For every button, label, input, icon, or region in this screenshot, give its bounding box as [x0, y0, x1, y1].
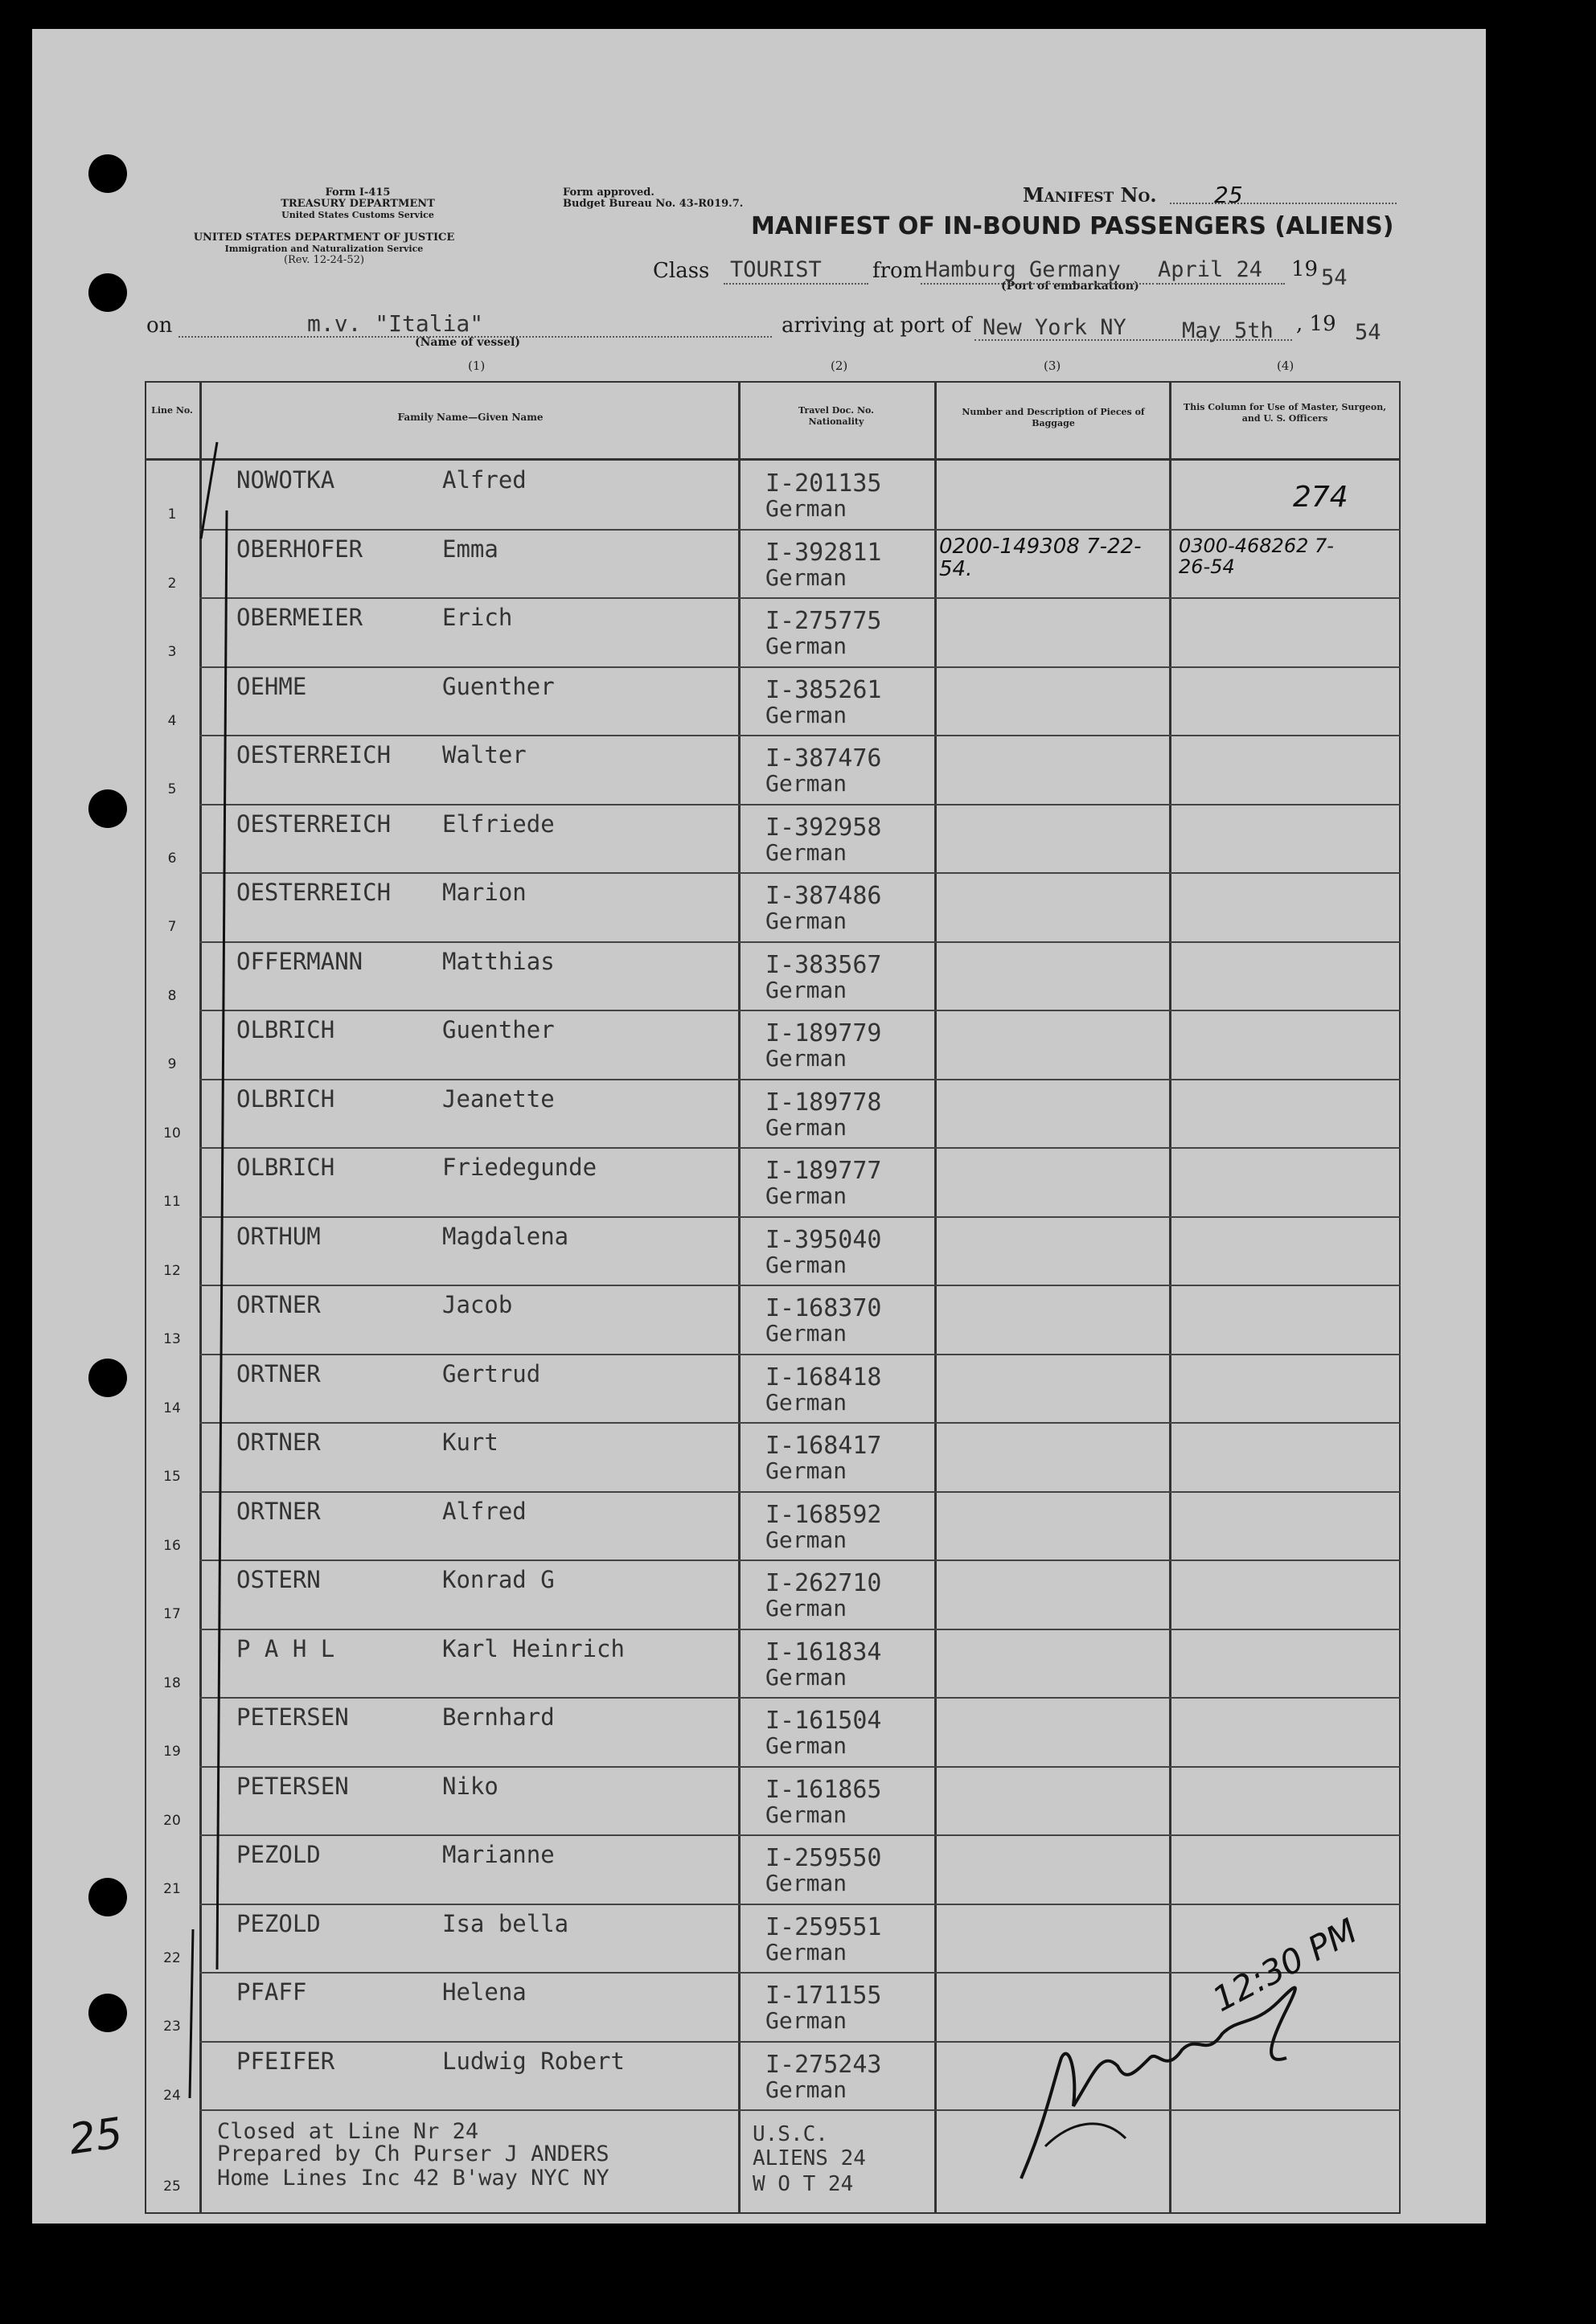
- binder-hole: [88, 789, 127, 828]
- travel-doc-no: I-259550: [765, 1844, 882, 1872]
- travel-doc-no: I-259551: [765, 1912, 882, 1941]
- row-divider: [199, 1834, 1401, 1836]
- family-name: OESTERREICH: [236, 810, 392, 838]
- line-number: 11: [163, 1194, 181, 1210]
- given-name: Erich: [442, 604, 513, 631]
- binder-hole: [88, 1994, 127, 2032]
- line-number: 5: [167, 781, 177, 797]
- ins-label: Immigration and Naturalization Service: [224, 244, 424, 254]
- manifest-no: 25: [1214, 182, 1243, 208]
- travel-doc-no: I-168592: [765, 1500, 882, 1529]
- row-divider: [199, 666, 1401, 668]
- nationality: German: [765, 633, 847, 659]
- travel-doc-no: I-171155: [765, 1982, 882, 2010]
- line-number: 18: [163, 1674, 181, 1691]
- nationality: German: [765, 1457, 847, 1484]
- nationality: German: [765, 1870, 847, 1896]
- given-name: Guenther: [442, 672, 555, 700]
- row-divider: [199, 1285, 1401, 1286]
- line-number: 1: [167, 506, 177, 523]
- given-name: Friedegunde: [442, 1154, 597, 1181]
- family-name: PFAFF: [236, 1978, 307, 2006]
- row-divider: [199, 941, 1401, 943]
- port-embarkation-label: (Port of embarkation): [1001, 280, 1139, 293]
- col-header-name: Family Name—Given Name: [397, 412, 544, 423]
- travel-doc-no: I-189778: [765, 1088, 882, 1117]
- family-name: OLBRICH: [236, 1154, 335, 1181]
- line-number: 20: [163, 1812, 181, 1829]
- nationality: German: [765, 976, 847, 1003]
- family-name: OBERHOFER: [236, 535, 363, 563]
- line-number: 14: [163, 1400, 181, 1416]
- wotr-code: W O T 24: [753, 2172, 854, 2196]
- binder-hole: [88, 1359, 127, 1397]
- nationality: German: [765, 701, 847, 728]
- depart-year: 54: [1321, 265, 1348, 290]
- family-name: OFFERMANN: [236, 947, 363, 975]
- family-name: OSTERN: [236, 1566, 321, 1593]
- nationality: German: [765, 1663, 847, 1691]
- travel-doc-no: I-168417: [765, 1432, 882, 1460]
- nationality: German: [765, 908, 847, 934]
- binder-hole: [88, 273, 127, 312]
- rev-label: (Rev. 12-24-52): [283, 254, 365, 266]
- nationality: German: [765, 1182, 847, 1209]
- line-number: 17: [163, 1606, 181, 1622]
- officer-entry: 274: [1293, 481, 1348, 514]
- given-name: Matthias: [442, 947, 555, 975]
- row-divider: [199, 597, 1401, 599]
- given-name: Helena: [442, 1978, 527, 2006]
- row-divider: [199, 1010, 1401, 1011]
- family-name: PFEIFER: [236, 2047, 335, 2075]
- row-divider: [199, 1629, 1401, 1630]
- row-divider: [199, 1216, 1401, 1218]
- given-name: Bernhard: [442, 1703, 555, 1731]
- family-name: PETERSEN: [236, 1772, 349, 1800]
- row-divider: [199, 735, 1401, 736]
- travel-doc-no: I-201135: [765, 469, 882, 498]
- given-name: Jacob: [442, 1291, 513, 1318]
- nationality: German: [765, 1320, 847, 1346]
- class-value: TOURIST: [730, 257, 822, 282]
- travel-doc-no: I-161834: [765, 1637, 882, 1666]
- line-number: 13: [163, 1331, 181, 1347]
- arrival-port: New York NY: [983, 315, 1126, 340]
- family-name: OEHME: [236, 672, 307, 700]
- row-divider: [199, 1147, 1401, 1149]
- given-name: Guenther: [442, 1016, 555, 1043]
- manifest-title: MANIFEST OF IN-BOUND PASSENGERS (ALIENS): [751, 212, 1394, 240]
- line-number: 9: [167, 1056, 177, 1072]
- line-number: 16: [163, 1537, 181, 1554]
- from-value: Hamburg Germany: [925, 257, 1121, 282]
- nationality: German: [765, 1388, 847, 1416]
- travel-doc-no: I-161865: [765, 1775, 882, 1804]
- travel-doc-no: I-168418: [765, 1363, 882, 1392]
- vessel-name-label: (Name of vessel): [415, 336, 520, 349]
- travel-doc-no: I-168370: [765, 1294, 882, 1322]
- line-number: 24: [163, 2087, 181, 2104]
- justice-label: UNITED STATES DEPARTMENT OF JUSTICE: [193, 232, 455, 244]
- travel-doc-no: I-161504: [765, 1707, 882, 1735]
- arrival-date: May 5th: [1182, 318, 1274, 343]
- col-header-line-no: Line No.: [151, 405, 193, 416]
- given-name: Alfred: [442, 466, 527, 494]
- arrival-year: 54: [1355, 320, 1381, 345]
- line-number: 22: [163, 1949, 181, 1966]
- family-name: ORTNER: [236, 1428, 321, 1456]
- line-number: 10: [163, 1125, 181, 1142]
- nationality: German: [765, 770, 847, 797]
- given-name: Emma: [442, 535, 498, 563]
- prepared-by: Prepared by Ch Purser J ANDERS: [217, 2142, 609, 2166]
- officer-entry: 0300-468262 7-26-54: [1179, 534, 1334, 578]
- line-number-25: 25: [163, 2178, 181, 2195]
- usc-code: U.S.C.: [753, 2122, 828, 2146]
- line-number: 15: [163, 1469, 181, 1485]
- nationality: German: [765, 1526, 847, 1553]
- from-label: from: [872, 259, 923, 283]
- travel-doc-no: I-387476: [765, 744, 882, 773]
- nationality: German: [765, 1595, 847, 1621]
- line-number: 12: [163, 1262, 181, 1279]
- family-name: OBERMEIER: [236, 604, 363, 631]
- travel-doc-no: I-387486: [765, 882, 882, 910]
- col-header-officers: This Column for Use of Master, Surgeon, and U. S. Officers: [1183, 402, 1387, 424]
- baggage-entry: 0200-149308 7-22-54.: [939, 534, 1142, 581]
- nationality: German: [765, 1045, 847, 1072]
- nationality: German: [765, 564, 847, 591]
- row-divider: [199, 872, 1401, 874]
- given-name: Elfriede: [442, 810, 555, 838]
- form-id: Form I-415: [325, 186, 391, 199]
- family-name: ORTNER: [236, 1359, 321, 1387]
- line-number: 19: [163, 1744, 181, 1760]
- travel-doc-no: I-392958: [765, 813, 882, 842]
- family-name: PEZOLD: [236, 1909, 321, 1937]
- line-number: 7: [167, 919, 177, 935]
- nationality: German: [765, 1251, 847, 1278]
- line-number: 2: [167, 575, 177, 592]
- line-number: 8: [167, 987, 177, 1004]
- treasury-label: TREASURY DEPARTMENT: [281, 198, 435, 210]
- nationality: German: [765, 838, 847, 866]
- aliens-count: ALIENS 24: [753, 2146, 866, 2170]
- given-name: Marianne: [442, 1841, 555, 1868]
- travel-doc-no: I-392811: [765, 538, 882, 567]
- family-name: PEZOLD: [236, 1841, 321, 1868]
- row-divider: [199, 1422, 1401, 1424]
- customs-label: United States Customs Service: [281, 210, 434, 220]
- depart-date: April 24: [1158, 257, 1263, 282]
- nationality: German: [765, 1113, 847, 1141]
- binder-hole: [88, 1878, 127, 1916]
- given-name: Konrad G: [442, 1566, 555, 1593]
- travel-doc-no: I-395040: [765, 1225, 882, 1254]
- family-name: OLBRICH: [236, 1016, 335, 1043]
- col-header-baggage: Number and Description of Pieces of Baggage: [962, 407, 1145, 428]
- arrival-year-prefix: , 19: [1296, 312, 1336, 336]
- col-header-doc: Travel Doc. No. Nationality: [798, 405, 874, 427]
- family-name: OLBRICH: [236, 1084, 335, 1113]
- row-divider: [199, 1354, 1401, 1355]
- given-name: Karl Heinrich: [442, 1634, 625, 1662]
- col-number-2: (2): [831, 359, 848, 373]
- family-name: P A H L: [236, 1634, 335, 1662]
- tick-marks: [161, 418, 257, 2203]
- row-divider: [199, 804, 1401, 805]
- travel-doc-no: I-189777: [765, 1157, 882, 1185]
- budget-bureau: Budget Bureau No. 43-R019.7.: [563, 198, 744, 210]
- given-name: Niko: [442, 1772, 498, 1800]
- given-name: Marion: [442, 879, 527, 906]
- row-divider: [199, 529, 1401, 531]
- given-name: Ludwig Robert: [442, 2047, 625, 2075]
- travel-doc-no: I-275243: [765, 2050, 882, 2079]
- line-number: 6: [167, 850, 177, 867]
- time-stamp: 12:30 PM: [1205, 1910, 1364, 2020]
- travel-doc-no: I-383567: [765, 950, 882, 979]
- vessel-name: m.v. "Italia": [307, 310, 484, 337]
- row-divider: [199, 1766, 1401, 1768]
- family-name: NOWOTKA: [236, 466, 335, 494]
- col-number-4: (4): [1277, 359, 1294, 373]
- given-name: Kurt: [442, 1428, 498, 1456]
- col-number-1: (1): [468, 359, 486, 373]
- row-divider: [199, 1491, 1401, 1493]
- travel-doc-no: I-385261: [765, 675, 882, 704]
- nationality: German: [765, 495, 847, 522]
- travel-doc-no: I-189779: [765, 1019, 882, 1047]
- nationality: German: [765, 1732, 847, 1759]
- travel-doc-no: I-262710: [765, 1569, 882, 1597]
- given-name: Walter: [442, 741, 527, 769]
- manifest-no-label: Manifest No.: [1023, 183, 1157, 207]
- given-name: Jeanette: [442, 1084, 555, 1113]
- family-name: PETERSEN: [236, 1703, 349, 1731]
- given-name: Alfred: [442, 1497, 527, 1525]
- line-number: 3: [167, 644, 177, 660]
- line-number: 4: [167, 712, 177, 729]
- nationality: German: [765, 2007, 847, 2034]
- company-address: Home Lines Inc 42 B'way NYC NY: [217, 2166, 609, 2191]
- col-number-3: (3): [1044, 359, 1061, 373]
- closed-at-line: Closed at Line Nr 24: [217, 2119, 479, 2144]
- form-approved: Form approved.: [563, 186, 654, 199]
- binder-hole: [88, 154, 127, 193]
- row-divider: [199, 1079, 1401, 1080]
- given-name: Gertrud: [442, 1359, 541, 1387]
- row-divider: [199, 1697, 1401, 1699]
- arriving-label: arriving at port of: [782, 314, 972, 338]
- depart-year-prefix: 19: [1291, 257, 1319, 281]
- line-number: 23: [163, 2019, 181, 2035]
- travel-doc-no: I-275775: [765, 607, 882, 635]
- nationality: German: [765, 1938, 847, 1965]
- family-name: OESTERREICH: [236, 879, 392, 906]
- nationality: German: [765, 2076, 847, 2103]
- row-divider: [199, 1560, 1401, 1561]
- family-name: OESTERREICH: [236, 741, 392, 769]
- given-name: Magdalena: [442, 1222, 569, 1250]
- class-label: Class: [653, 259, 710, 283]
- family-name: ORTNER: [236, 1291, 321, 1318]
- family-name: ORTHUM: [236, 1222, 321, 1250]
- family-name: ORTNER: [236, 1497, 321, 1525]
- nationality: German: [765, 1801, 847, 1828]
- margin-number: 25: [66, 2109, 126, 2165]
- line-number: 21: [163, 1881, 181, 1897]
- given-name: Isa bella: [442, 1909, 569, 1937]
- on-label: on: [146, 314, 173, 338]
